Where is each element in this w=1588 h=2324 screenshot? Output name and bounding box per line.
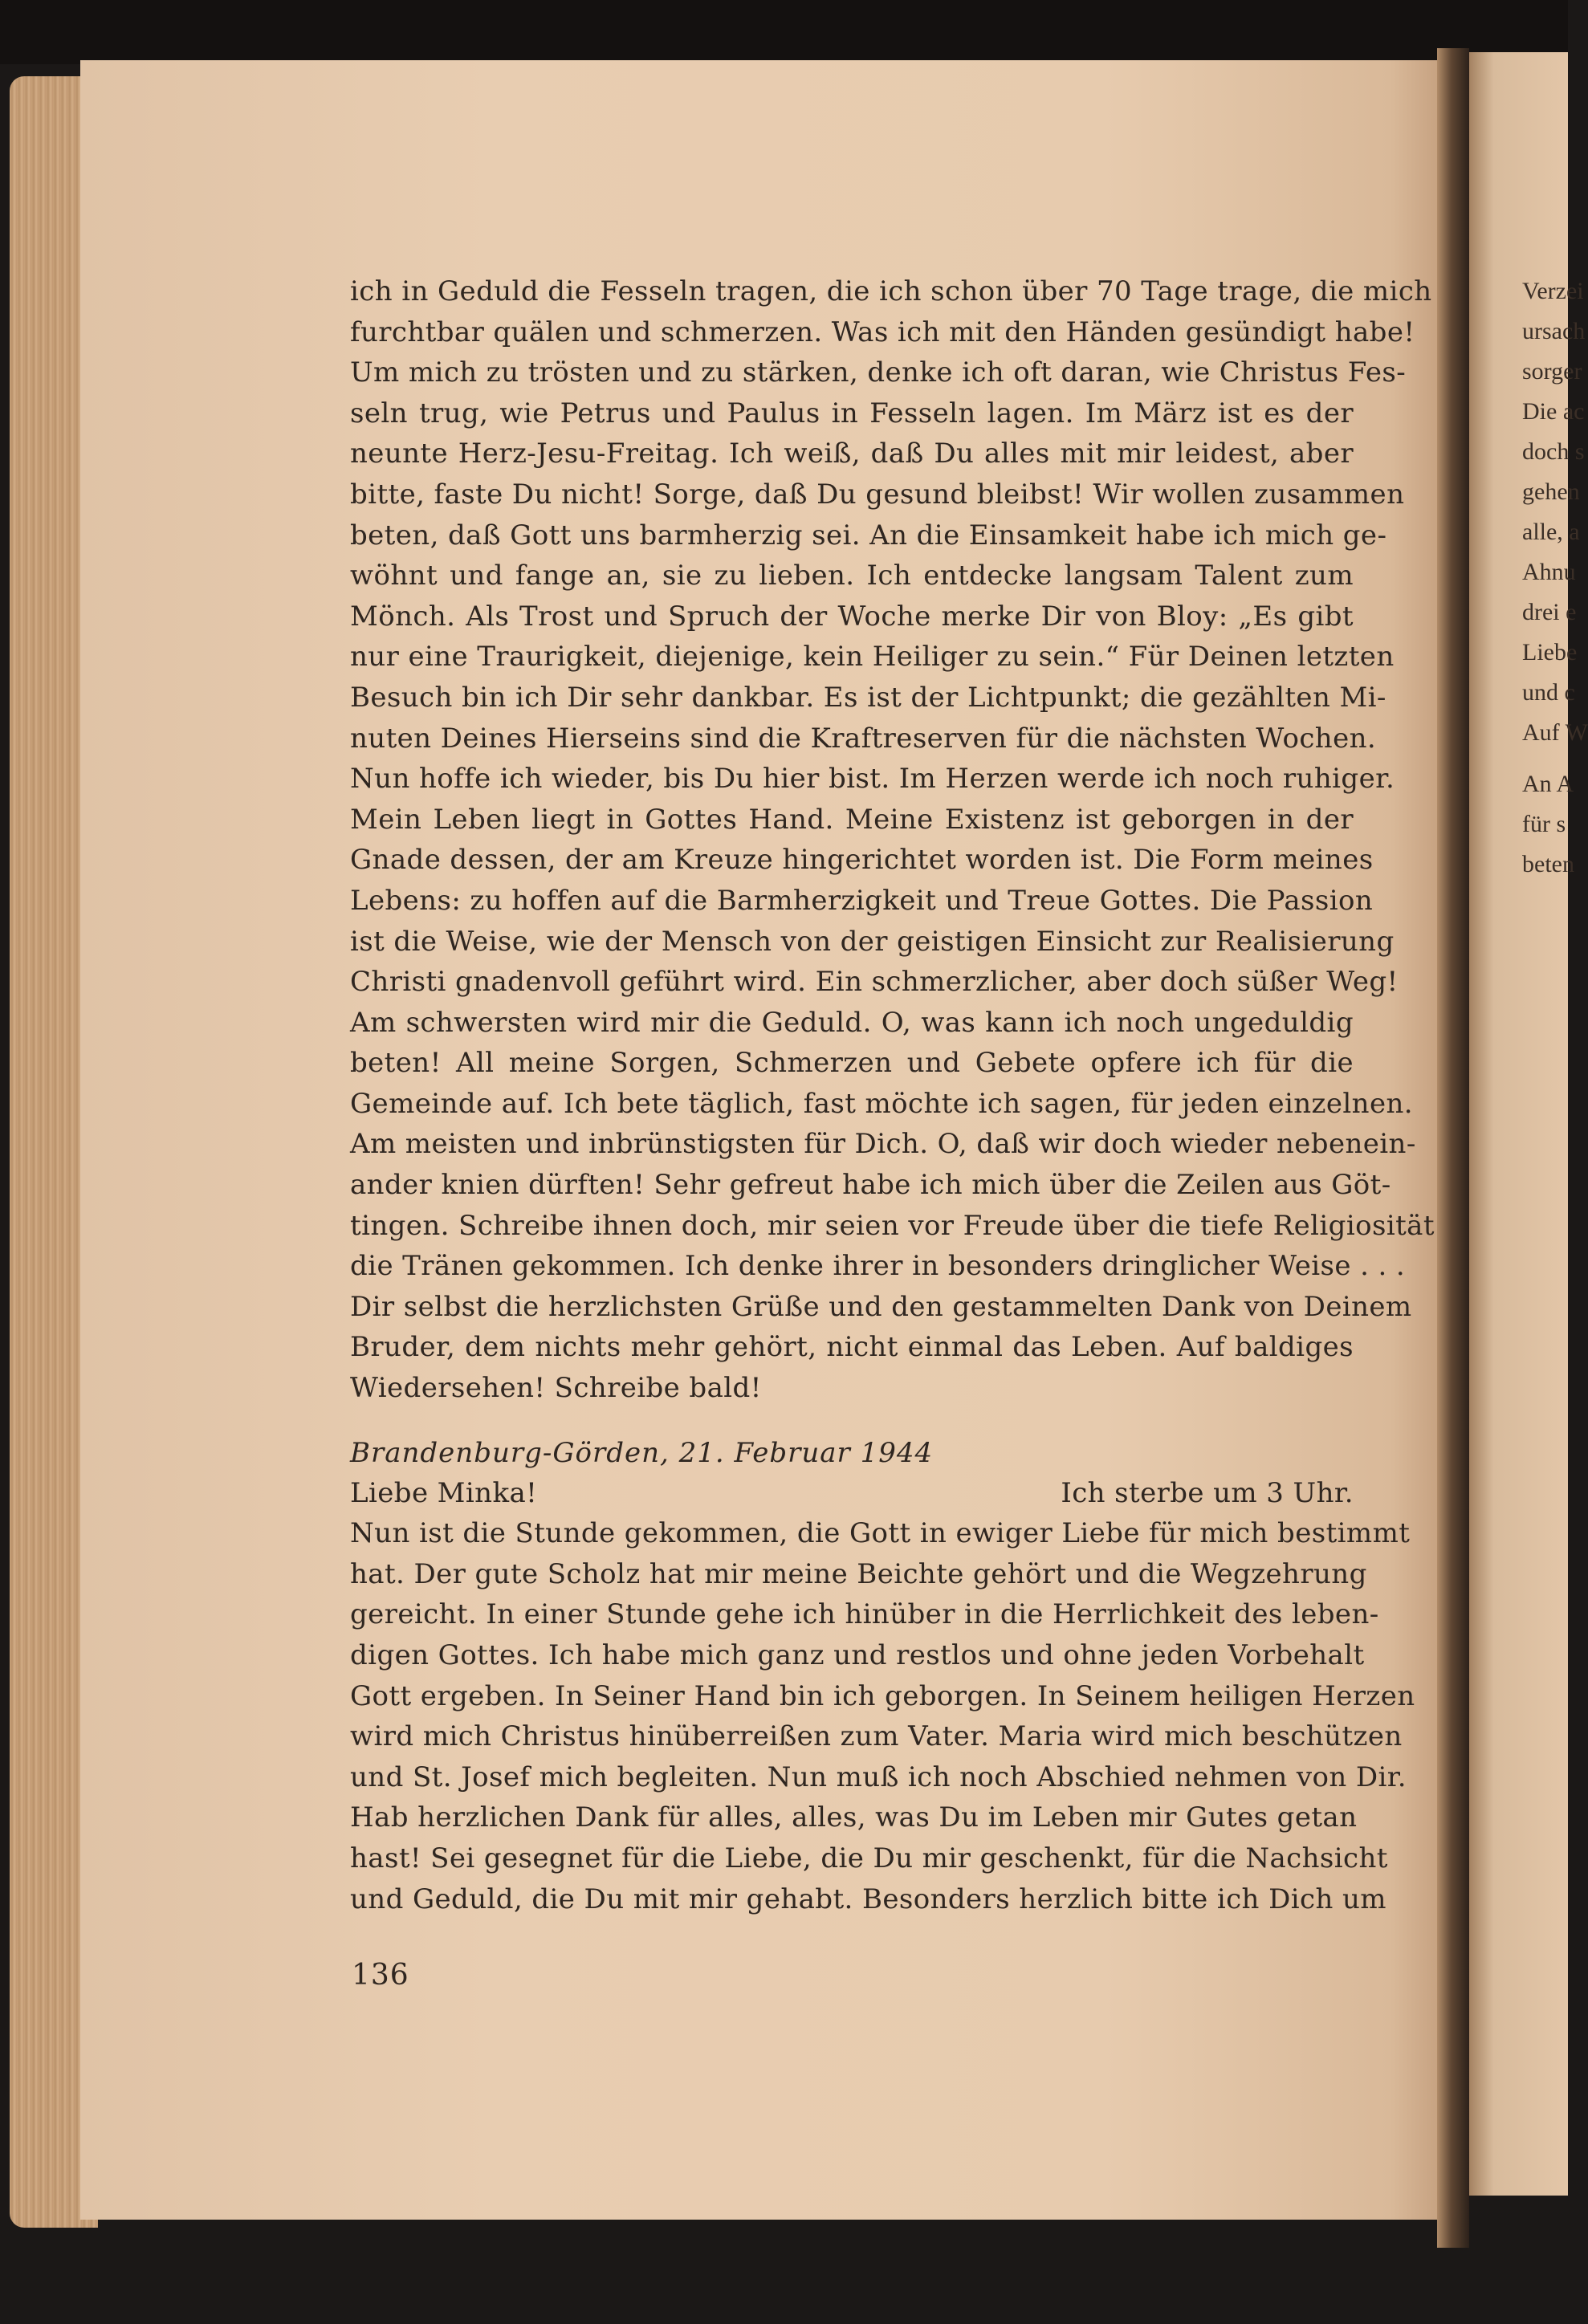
text-line: Gnade dessen, der am Kreuze hingerichtet worden ist. Die Form meines xyxy=(350,844,1374,877)
text-line: Mönch. Als Trost und Spruch der Woche merke Dir von Bloy: „Es gibt xyxy=(350,600,1354,633)
text-line: Gemeinde auf. Ich bete täglich, fast möchte ich sagen, für jeden einzelnen. xyxy=(350,1087,1413,1120)
text-line: Wiedersehen! Schreibe bald! xyxy=(350,1372,762,1405)
text-line: Besuch bin ich Dir sehr dankbar. Es ist der Lichtpunkt; die gezählten Mi- xyxy=(350,681,1386,714)
text-line: die Tränen gekommen. Ich denke ihrer in besonders dringlicher Weise . . . xyxy=(350,1250,1406,1283)
text-line: ist die Weise, wie der Mensch von der geistigen Einsicht zur Realisierung xyxy=(350,925,1395,958)
fragment-line: drei e xyxy=(1522,599,1577,625)
fragment-line: gehen xyxy=(1522,478,1580,505)
text-line: hat. Der gute Scholz hat mir meine Beichte gehört und die Wegzehrung xyxy=(350,1557,1367,1590)
text-line: Bruder, dem nichts mehr gehört, nicht einmal das Leben. Auf baldiges xyxy=(350,1331,1354,1364)
text-line: Lebens: zu hoffen auf die Barmherzigkeit und Treue Gottes. Die Passion xyxy=(350,884,1374,917)
fragment-line: ursach xyxy=(1522,318,1586,344)
text-line: tingen. Schreibe ihnen doch, mir seien vor Freude über die tiefe Religiosität xyxy=(350,1209,1435,1242)
fragment-line: für s xyxy=(1522,811,1566,837)
text-line: digen Gottes. Ich habe mich ganz und restlos und ohne jeden Vorbehalt xyxy=(350,1639,1365,1671)
fragment-line: doch s xyxy=(1522,438,1585,465)
fragment-line: sorger xyxy=(1522,358,1582,385)
text-line: wöhnt und fange an, sie zu lieben. Ich entdecke langsam Talent zum xyxy=(350,560,1354,592)
text-line: neunte Herz-Jesu-Freitag. Ich weiß, daß Du alles mit mir leidest, aber xyxy=(350,438,1354,470)
text-line: nuten Deines Hierseins sind die Kraftreserven für die nächsten Wochen. xyxy=(350,722,1377,755)
text-line: ich in Geduld die Fesseln tragen, die ich schon über 70 Tage trage, die mich xyxy=(350,275,1432,307)
fragment-line: Liebe xyxy=(1522,639,1578,665)
fragment-line: Auf W xyxy=(1522,719,1588,746)
text-line: Mein Leben liegt in Gottes Hand. Meine Existenz ist geborgen in der xyxy=(350,803,1354,836)
text-line: seln trug, wie Petrus und Paulus in Fesseln lagen. Im März ist es der xyxy=(350,397,1354,429)
fragment-line: und c xyxy=(1522,679,1575,706)
text-line: hast! Sei gesegnet für die Liebe, die Du mir geschenkt, für die Nachsicht xyxy=(350,1842,1388,1874)
fragment-line: An A xyxy=(1522,771,1574,797)
time-note: Ich sterbe um 3 Uhr. xyxy=(1061,1476,1354,1509)
paragraph-2 xyxy=(350,1513,1415,1919)
book-gutter xyxy=(1437,48,1469,2248)
text-line: Dir selbst die herzlichsten Grüße und den gestammelten Dank von Deinem xyxy=(350,1290,1412,1323)
page-number: 136 xyxy=(352,1959,409,1992)
fragment-line: Ahnu xyxy=(1522,559,1576,585)
paragraph-1 xyxy=(350,271,1435,1409)
text-line: und St. Josef mich begleiten. Nun muß ich noch Abschied nehmen von Dir. xyxy=(350,1760,1407,1793)
text-line: furchtbar quälen und schmerzen. Was ich mit den Händen gesündigt habe! xyxy=(350,315,1415,348)
text-line: nur eine Traurigkeit, diejenige, kein Heiliger zu sein.“ Für Deinen letzten xyxy=(350,641,1395,674)
text-line: Christi gnadenvoll geführt wird. Ein schmerzlicher, aber doch süßer Weg! xyxy=(350,966,1399,999)
text-line: beten! All meine Sorgen, Schmerzen und Gebete opfere ich für die xyxy=(350,1047,1354,1080)
salutation: Liebe Minka! xyxy=(350,1476,538,1509)
fragment-line: Verzei xyxy=(1522,278,1584,304)
text-line: Hab herzlichen Dank für alles, alles, was Du im Leben mir Gutes getan xyxy=(350,1801,1358,1834)
fragment-line: alle, a xyxy=(1522,519,1580,545)
text-line: ander knien dürften! Sehr gefreut habe ich mich über die Zeilen aus Göt- xyxy=(350,1169,1391,1202)
backdrop xyxy=(0,0,1568,64)
letter-heading: Brandenburg-Görden, 21. Februar 1944 xyxy=(350,1436,934,1469)
text-line: gereicht. In einer Stunde gehe ich hinüber in die Herrlichkeit des leben- xyxy=(350,1598,1379,1631)
text-line: Nun hoffe ich wieder, bis Du hier bist. Im Herzen werde ich noch ruhiger. xyxy=(350,763,1395,796)
page-text xyxy=(350,271,1435,1919)
text-line: Gott ergeben. In Seiner Hand bin ich geborgen. In Seinem heiligen Herzen xyxy=(350,1679,1415,1712)
text-line: Am meisten und inbrünstigsten für Dich. O, daß wir doch wieder nebenein- xyxy=(350,1128,1416,1161)
text-line: und Geduld, die Du mit mir gehabt. Besonders herzlich bitte ich Dich um xyxy=(350,1882,1386,1915)
right-page-fragments xyxy=(1522,271,1588,885)
text-line: beten, daß Gott uns barmherzig sei. An die Einsamkeit habe ich mich ge- xyxy=(350,519,1387,551)
fragment-line: Die ac xyxy=(1522,398,1585,425)
text-line: Um mich zu trösten und zu stärken, denke ich oft daran, wie Christus Fes- xyxy=(350,356,1407,389)
text-line: bitte, faste Du nicht! Sorge, daß Du gesund bleibst! Wir wollen zusammen xyxy=(350,478,1405,511)
text-line: Nun ist die Stunde gekommen, die Gott in ewiger Liebe für mich bestimmt xyxy=(350,1517,1411,1550)
fragment-line: beten xyxy=(1522,851,1574,877)
salutation-row xyxy=(350,1473,1354,1514)
text-line: Am schwersten wird mir die Geduld. O, was kann ich noch ungeduldig xyxy=(350,1006,1354,1039)
text-line: wird mich Christus hinüberreißen zum Vater. Maria wird mich beschützen xyxy=(350,1720,1403,1753)
